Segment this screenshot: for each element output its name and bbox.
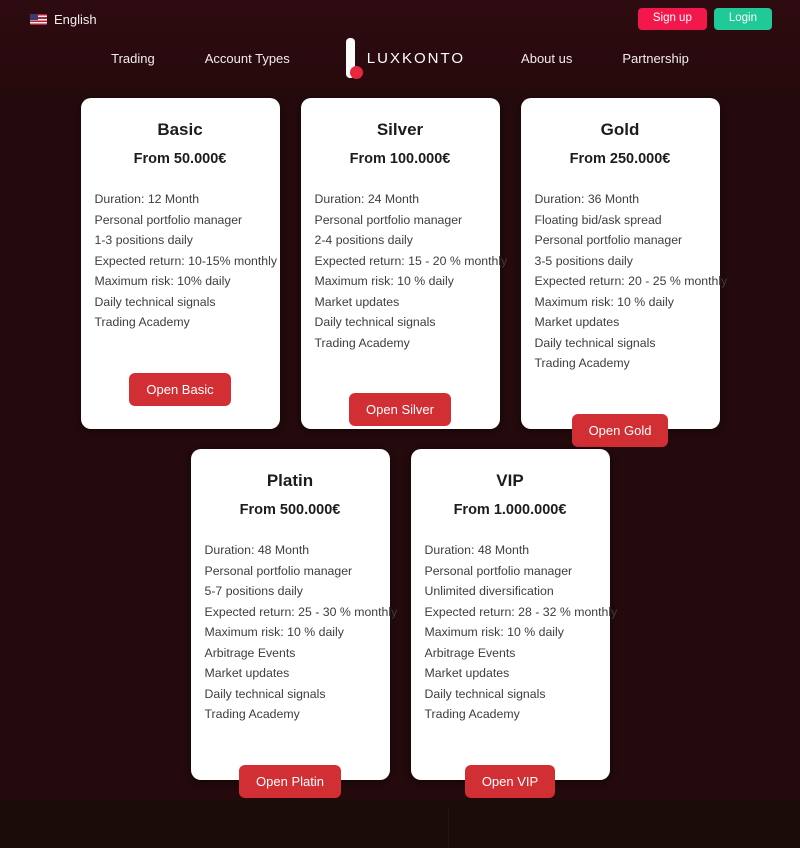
open-platin-button[interactable]: Open Platin — [239, 765, 341, 798]
plan-price: From 1.000.000€ — [453, 502, 567, 518]
plan-feature: Expected return: 28 - 32 % monthly — [424, 604, 618, 619]
plan-features — [534, 189, 728, 374]
pricing-card-vip — [411, 449, 618, 789]
pricing-card-gold — [521, 98, 728, 438]
us-flag-icon — [30, 14, 47, 25]
plan-feature: Trading Academy — [534, 356, 630, 370]
plan-feature: Unlimited diversification — [424, 584, 554, 598]
plan-feature: Trading Academy — [204, 707, 300, 721]
plan-feature: Market updates — [424, 666, 510, 680]
pricing-row-bottom — [0, 449, 800, 789]
plan-features — [424, 540, 618, 725]
plan-feature: Daily technical signals — [204, 686, 326, 701]
plan-feature: Market updates — [314, 294, 400, 309]
login-button[interactable]: Login — [714, 8, 772, 30]
plan-feature: Maximum risk: 10 % daily — [204, 625, 344, 639]
plan-feature: Daily technical signals — [94, 294, 216, 309]
plan-feature: Trading Academy — [94, 315, 190, 329]
plan-feature: Duration: 12 Month — [94, 192, 200, 206]
logo-dot-icon — [350, 66, 363, 79]
brand-logo[interactable] — [346, 38, 465, 78]
plan-feature: Expected return: 20 - 25 % monthly — [534, 274, 728, 288]
plan-feature: Expected return: 10-15% monthly — [94, 253, 278, 268]
plan-feature: Duration: 48 Month — [424, 543, 530, 557]
plan-feature: Personal portfolio manager — [314, 212, 463, 227]
plan-feature: 3-5 positions daily — [534, 253, 633, 268]
plan-feature: Maximum risk: 10 % daily — [534, 294, 674, 309]
plan-feature: Daily technical signals — [314, 315, 436, 329]
footer-divider — [448, 808, 449, 848]
plan-feature: 2-4 positions daily — [314, 233, 413, 247]
plan-price: From 50.000€ — [133, 151, 227, 167]
plan-feature: 1-3 positions daily — [94, 233, 193, 247]
language-selector[interactable] — [30, 12, 97, 27]
pricing-row-top — [0, 98, 800, 438]
plan-feature: 5-7 positions daily — [204, 584, 303, 598]
plan-feature: Personal portfolio manager — [534, 233, 683, 247]
nav-item-partnership[interactable]: Partnership — [622, 50, 689, 66]
plan-price: From 500.000€ — [239, 502, 341, 518]
plan-price: From 100.000€ — [349, 151, 451, 167]
main-navigation — [0, 32, 800, 84]
language-label: English — [54, 11, 97, 27]
pricing-card-silver — [301, 98, 508, 429]
plan-features — [314, 189, 508, 353]
plan-price: From 250.000€ — [569, 151, 671, 167]
plan-feature: Market updates — [204, 666, 290, 680]
plan-feature: Expected return: 25 - 30 % monthly — [204, 604, 398, 619]
plan-feature: Arbitrage Events — [424, 645, 516, 660]
pricing-card-platin — [191, 449, 398, 789]
open-gold-button[interactable]: Open Gold — [572, 414, 669, 447]
open-basic-button[interactable]: Open Basic — [129, 373, 230, 406]
plan-title: Gold — [600, 120, 640, 139]
plan-feature: Arbitrage Events — [204, 645, 296, 660]
pricing-card-basic — [81, 98, 280, 429]
signup-button[interactable]: Sign up — [638, 8, 707, 30]
nav-item-trading[interactable]: Trading — [111, 50, 155, 66]
plan-feature: Duration: 48 Month — [204, 543, 310, 557]
site-header — [0, 0, 800, 88]
brand-name: LUXKONTO — [366, 49, 466, 67]
plan-title: Basic — [157, 120, 203, 139]
plan-features — [94, 189, 278, 333]
luxkonto-logo-icon — [346, 38, 355, 78]
plan-feature: Daily technical signals — [534, 335, 656, 350]
plan-feature: Personal portfolio manager — [424, 563, 573, 578]
plan-title: VIP — [496, 471, 524, 490]
plan-feature: Maximum risk: 10 % daily — [424, 625, 564, 639]
pricing-section — [0, 98, 800, 789]
plan-feature: Trading Academy — [314, 335, 410, 350]
plan-feature: Personal portfolio manager — [94, 212, 243, 227]
top-bar — [0, 8, 800, 30]
plan-feature: Personal portfolio manager — [204, 563, 353, 578]
plan-feature: Market updates — [534, 315, 620, 329]
plan-feature: Maximum risk: 10% daily — [94, 274, 231, 288]
plan-feature: Floating bid/ask spread — [534, 212, 662, 227]
plan-title: Silver — [376, 120, 424, 139]
plan-feature: Daily technical signals — [424, 686, 546, 701]
plan-feature: Duration: 36 Month — [534, 192, 640, 206]
nav-item-about-us[interactable]: About us — [521, 50, 573, 66]
plan-feature: Expected return: 15 - 20 % monthly — [314, 253, 508, 268]
nav-item-account-types[interactable]: Account Types — [204, 50, 290, 66]
open-vip-button[interactable]: Open VIP — [465, 765, 555, 798]
plan-features — [204, 540, 398, 725]
plan-feature: Duration: 24 Month — [314, 192, 420, 206]
plan-feature: Maximum risk: 10 % daily — [314, 274, 454, 288]
footer — [0, 800, 800, 848]
auth-buttons — [638, 8, 772, 30]
open-silver-button[interactable]: Open Silver — [349, 393, 451, 426]
plan-title: Platin — [266, 471, 314, 490]
plan-feature: Trading Academy — [424, 707, 520, 721]
